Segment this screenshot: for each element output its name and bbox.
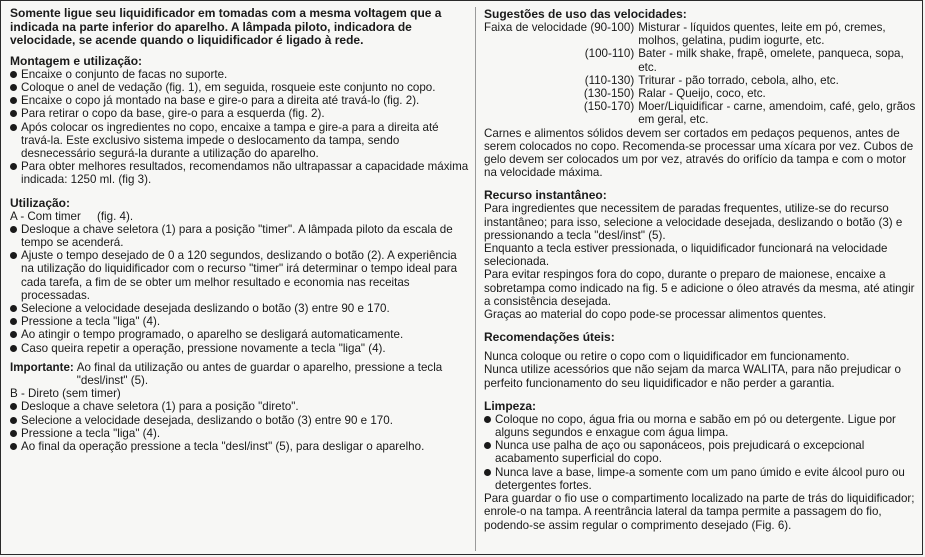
montagem-title: Montagem e utilização: <box>10 53 143 68</box>
speed-use: Moer/Liquidificar - carne, amendoim, café, gelo, grãos em geral, etc. <box>638 100 916 127</box>
recurso-title: Recurso instantâneo: <box>484 188 607 203</box>
list-item: Desloque a chave seletora (1) para a posição "timer". A lâmpada piloto da escala de tempo se acenderá. <box>10 223 470 249</box>
speed-use: Bater - milk shake, frapê, omelete, panqueca, sopa, etc. <box>638 47 904 74</box>
right-column <box>484 7 920 532</box>
speed-use: Misturar - líquidos quentes, leite em pó, cremes, molhos, gelatina, pudim iogurte, etc. <box>638 21 886 48</box>
importante-text: Ao final da utilização ou antes de guardar o aparelho, pressione a tecla "desl/inst" (5). <box>76 360 443 388</box>
speed-range: (150-170) <box>583 100 635 114</box>
list-item: Encaixe o conjunto de facas no suporte. <box>10 68 470 81</box>
list-item: Pressione a tecla "liga" (4). <box>10 427 470 440</box>
utilizacao-section <box>10 196 470 454</box>
paragraph: Enquanto a tecla estiver pressionada, o liquidificador funcionará na velocidade selecionada. <box>484 242 888 269</box>
mode-b-label: B - Direto (sem timer) <box>10 387 121 401</box>
speed-range: (100-110) <box>584 47 635 61</box>
speed-range: (130-150) <box>583 87 635 101</box>
mode-a-label: A - Com timer (fig. 4). <box>10 209 134 223</box>
list-item: Selecione a velocidade desejada, deslizando o botão (3) entre 90 e 170. <box>10 414 470 427</box>
speed-use: Ralar - Queijo, coco, etc. <box>638 87 766 101</box>
speed-table <box>484 21 920 127</box>
importante-note <box>10 361 470 387</box>
paragraph: Para evitar respingos fora do copo, durante o preparo de maionese, encaixe a sobretampa como indicado na fig. 5 e adicione o óleo através da mesma, até atingir a consistência desejada. <box>484 268 915 308</box>
speed-range: Faixa de velocidade (90-100) <box>484 21 635 34</box>
list-item: Após colocar os ingredientes no copo, encaixe a tampa e gire-a para a direita até travá-la. Este exclusivo sistema impede o deslocamento da tampa, sendo desnecessário segurá-la durante a utilização do aparelho. <box>10 121 470 161</box>
mode-b-list <box>10 400 470 453</box>
limpeza-title: Limpeza: <box>484 398 537 413</box>
left-column <box>10 7 470 453</box>
importante-label: Importante: <box>10 360 74 374</box>
speed-range: (110-130) <box>584 73 635 87</box>
montagem-list <box>10 68 470 187</box>
utilizacao-title: Utilização: <box>10 195 71 210</box>
speed-use: Triturar - pão torrado, cebola, alho, etc. <box>638 73 839 87</box>
recomendacoes-title: Recomendações úteis: <box>484 330 615 345</box>
sugestoes-section <box>484 7 920 179</box>
limpeza-section <box>484 399 920 532</box>
list-item: Coloque no copo, água fria ou morna e sabão em pó ou detergente. Ligue por alguns segundos e enxague com água limpa. <box>484 413 920 439</box>
list-item: Pressione a tecla "liga" (4). <box>10 315 470 328</box>
mode-a-list <box>10 223 470 355</box>
list-item: Coloque o anel de vedação (fig. 1), em seguida, rosqueie este conjunto no copo. <box>10 81 470 94</box>
montagem-section <box>10 54 470 187</box>
paragraph: Graças ao material do copo pode-se processar alimentos quentes. <box>484 308 827 322</box>
column-divider <box>475 7 476 551</box>
list-item: Caso queira repetir a operação, pressione novamente a tecla "liga" (4). <box>10 342 470 355</box>
intro-warning: Somente ligue seu liquidificador em tomadas com a mesma voltagem que a indicada na parte inferior do aparelho. A lâmpada piloto, indicadora de velocidade, se acende quando o liquidificador é ligado à rede. <box>10 6 442 48</box>
list-item: Encaixe o copo já montado na base e gire-o para a direita até travá-lo (fig. 2). <box>10 94 470 107</box>
list-item: Selecione a velocidade desejada deslizando o botão (3) entre 90 e 170. <box>10 302 470 315</box>
sugestoes-note: Carnes e alimentos sólidos devem ser cortados em pedaços pequenos, antes de serem colocados no copo. Recomenda-se processar uma xícara por vez. Cubos de gelo devem ser colocados um por vez, através do orifício da tampa e com o motor na velocidade máxima. <box>484 126 914 180</box>
list-item: Ao atingir o tempo programado, o aparelho se desligará automaticamente. <box>10 328 470 341</box>
paragraph: Nunca utilize acessórios que não sejam da marca WALITA, para não prejudicar o perfeito funcionamento do seu liquidificador e não perder a garantia. <box>484 363 901 390</box>
list-item: Ajuste o tempo desejado de 0 a 120 segundos, deslizando o botão (2). A experiência na utilização do liquidificador com o recurso "timer" irá determinar o tempo ideal para cada tarefa, a fim de se obter um melhor resultado e economia nas receitas processadas. <box>10 249 470 302</box>
recurso-section <box>484 188 920 321</box>
recomendacoes-section <box>484 330 920 390</box>
limpeza-list <box>484 413 920 492</box>
speed-prefix: Faixa de velocidade <box>484 21 588 34</box>
list-item: Para retirar o copo da base, gire-o para a esquerda (fig. 2). <box>10 107 470 120</box>
list-item: Para obter melhores resultados, recomendamos não ultrapassar a capacidade máxima indicada: 1250 ml. (fig 3). <box>10 160 470 186</box>
list-item: Ao final da operação pressione a tecla "desl/inst" (5), para desligar o aparelho. <box>10 440 470 453</box>
paragraph: Para ingredientes que necessitem de paradas frequentes, utilize-se do recurso instantâneo; para isso, selecione a velocidade desejada, deslizando o botão (3) e pressionando a tecla "desl/inst" (5). <box>484 202 903 242</box>
paragraph: Nunca coloque ou retire o copo com o liquidificador em funcionamento. <box>484 350 850 364</box>
limpeza-closing: Para guardar o fio use o compartimento localizado na parte de trás do liquidificador; enrole-o na tampa. A reentrância lateral da tampa permite a passagem do fio, podendo-se assim regular o comprimento desejado (Fig. 6). <box>484 492 915 532</box>
list-item: Desloque a chave seletora (1) para a posição "direto". <box>10 400 470 413</box>
list-item: Nunca use palha de aço ou saponáceos, pois prejudicará o excepcional acabamento superficial do copo. <box>484 439 920 465</box>
sugestoes-title: Sugestões de uso das velocidades: <box>484 7 687 21</box>
list-item: Nunca lave a base, limpe-a somente com um pano úmido e evite álcool puro ou detergentes fortes. <box>484 466 920 492</box>
